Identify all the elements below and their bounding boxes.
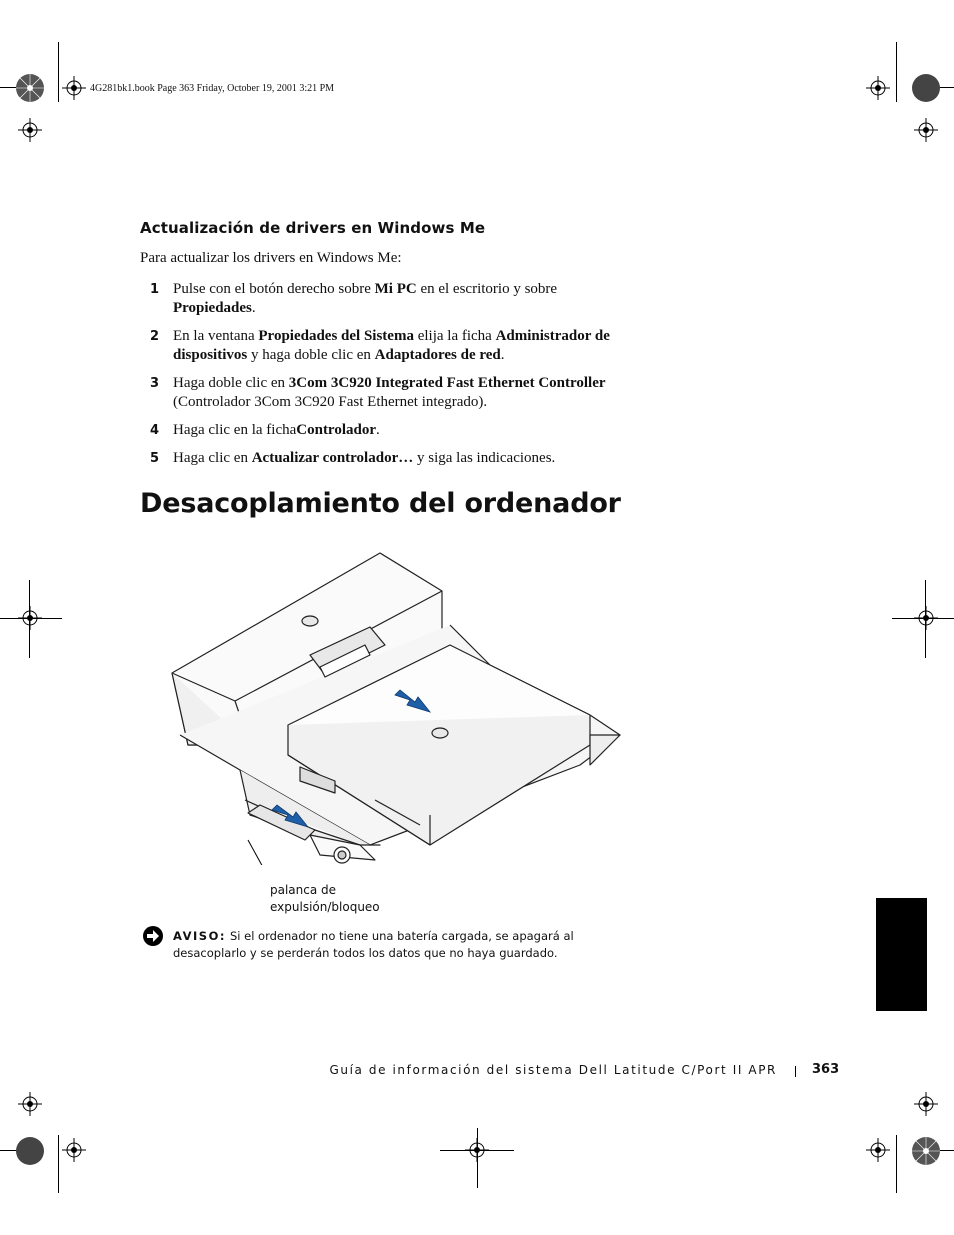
step-fragment: . (376, 422, 380, 438)
step-number: 5 (150, 451, 160, 466)
step-text (173, 374, 640, 412)
step-item (140, 421, 640, 440)
step-item (140, 374, 640, 412)
page-title: Desacoplamiento del ordenador (140, 488, 621, 519)
step-emphasis: 3Com 3C920 Integrated Fast Ethernet Controller (288, 375, 606, 391)
crosshair-mark-icon (914, 118, 938, 142)
step-fragment: y siga las indicaciones. (413, 450, 556, 466)
callout-line-2: expulsión/bloqueo (270, 900, 380, 914)
step-fragment: elija la ficha (413, 328, 496, 344)
step-emphasis: Adaptadores de red (374, 347, 501, 363)
crosshair-mark-icon (866, 1138, 890, 1162)
registration-mark-icon (910, 1135, 942, 1167)
step-fragment: En la ventana (173, 328, 259, 344)
step-emphasis: Controlador (296, 422, 376, 438)
step-emphasis: Propiedades del Sistema (258, 328, 414, 344)
step-fragment: Haga doble clic en (173, 375, 289, 391)
registration-mark-icon (14, 72, 46, 104)
crosshair-mark-icon (62, 76, 86, 100)
step-fragment: y haga doble clic en (247, 347, 375, 363)
section-thumb-tab (876, 898, 927, 1011)
crosshair-mark-icon (18, 118, 42, 142)
step-fragment: (Controlador 3Com 3C920 Fast Ethernet integrado). (173, 394, 488, 410)
step-emphasis: Administrador de dispositivos (173, 328, 610, 363)
callout-line-1: palanca de (270, 883, 337, 897)
step-emphasis: Actualizar controlador… (251, 450, 414, 466)
intro-text: Para actualizar los drivers en Windows Me: (140, 250, 402, 266)
notice-body: Si el ordenador no tiene una batería cargada, se apagará al desacoplarlo y se perderán todos los datos que no haya guardado. (173, 929, 574, 960)
registration-mark-icon (14, 1135, 46, 1167)
crosshair-mark-icon (866, 76, 890, 100)
step-fragment: Haga clic en la ficha (173, 422, 297, 438)
crosshair-mark-icon (18, 1092, 42, 1116)
step-fragment: . (251, 300, 256, 316)
figure-callout (270, 882, 380, 916)
step-fragment: Pulse con el botón derecho sobre (173, 281, 375, 297)
step-emphasis: Mi PC (374, 281, 417, 297)
step-number: 2 (150, 329, 160, 344)
crosshair-mark-icon (914, 1092, 938, 1116)
notice-text-block (173, 928, 603, 962)
registration-mark-icon (910, 72, 942, 104)
step-number: 4 (150, 423, 160, 438)
docking-station-illustration (160, 545, 630, 865)
notice-label: AVISO: (173, 929, 226, 943)
step-fragment: . (500, 347, 505, 363)
step-number: 3 (150, 376, 160, 391)
crosshair-mark-icon (62, 1138, 86, 1162)
step-fragment: en el escritorio y sobre (416, 281, 558, 297)
step-number: 1 (150, 282, 160, 297)
notice-arrow-icon (142, 925, 164, 947)
page-number: 363 (812, 1062, 840, 1077)
step-text (173, 280, 640, 318)
step-item (140, 280, 640, 318)
section-heading: Actualización de drivers en Windows Me (140, 219, 486, 237)
step-fragment: Haga clic en (173, 450, 252, 466)
step-item (140, 449, 640, 468)
step-text (173, 327, 640, 365)
print-slug: 4G281bk1.book Page 363 Friday, October 19, 2001 3:21 PM (90, 83, 335, 94)
footer-divider (795, 1066, 796, 1077)
step-item (140, 327, 640, 365)
step-text (173, 449, 640, 468)
step-text (173, 421, 640, 440)
footer-title: Guía de información del sistema Dell Latitude C/Port II APR (329, 1063, 777, 1077)
step-emphasis: Propiedades (173, 300, 252, 316)
